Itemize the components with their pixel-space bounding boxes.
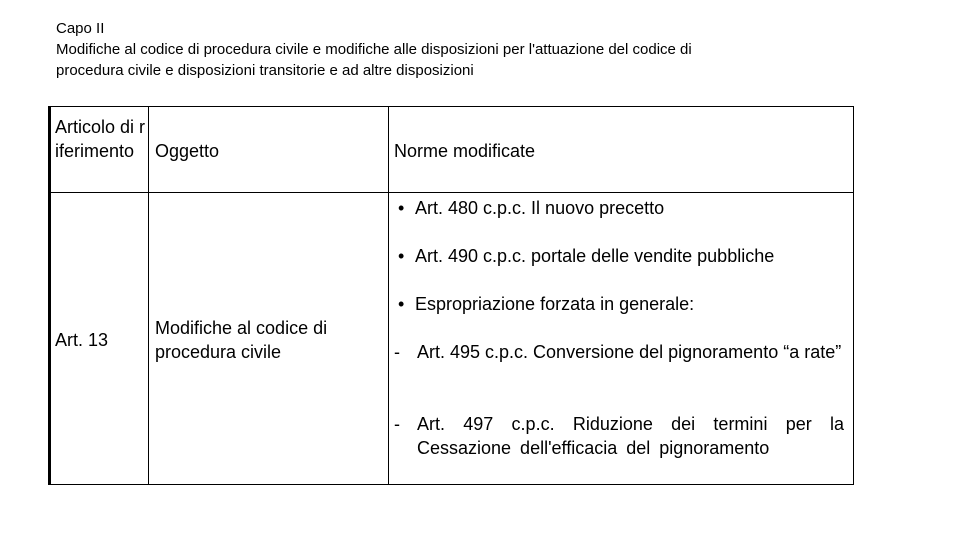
bullet-item-3 [394,292,694,316]
norms-table [48,106,854,485]
bullet-text: Art. 480 c.p.c. Il nuovo precetto [415,198,665,218]
chapter-subtitle-line-2: procedura civile e disposizioni transitorie e ad altre disposizioni [56,62,474,79]
chapter-subtitle-line-1: Modifiche al codice di procedura civile e modifiche alle disposizioni per l'attuazione del codice di [56,41,692,58]
bullet-text: Art. 490 c.p.c. portale delle vendite pubbliche [415,246,775,266]
row-subject: Modifiche al codice di procedura civile [155,318,328,362]
bullet-item-2 [394,244,774,268]
dash-text: Art. 495 c.p.c. Conversione del pignoramento “a rate” [417,342,842,362]
dash-text: Art. 497 c.p.c. Riduzione dei termini per la Cessazione dell'efficacia del pignoramento [417,414,844,458]
dash-marker: - [394,414,400,434]
header-row-divider [51,192,853,193]
column-divider-2 [388,107,389,484]
bullet-item-1 [394,196,664,220]
header-norms: Norme modificate [394,141,536,161]
document-header [56,18,856,81]
bullet-icon: • [398,246,405,266]
bullet-icon: • [398,198,405,218]
header-subject: Oggetto [155,141,220,161]
dash-marker: - [394,342,400,362]
column-divider-1 [148,107,149,484]
dash-item-1 [394,340,844,364]
chapter-title: Capo II [56,20,105,37]
header-article: Articolo di riferimento [55,117,146,161]
dash-item-2 [394,412,844,460]
bullet-icon: • [398,294,405,314]
bullet-text: Espropriazione forzata in generale: [415,294,695,314]
row-article: Art. 13 [55,330,109,350]
